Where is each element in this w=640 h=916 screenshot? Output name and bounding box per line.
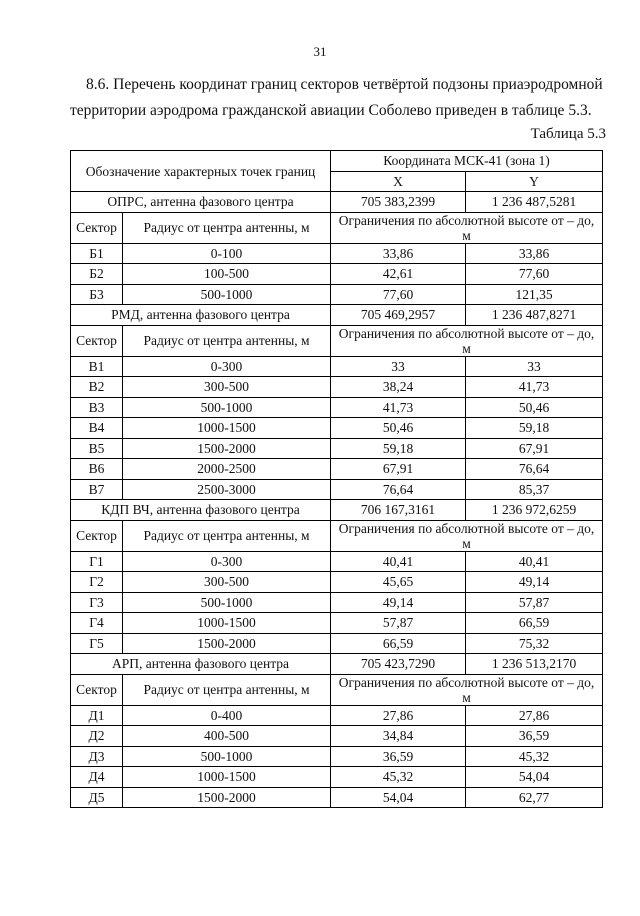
radius-cell: 500-1000 [123, 397, 331, 418]
antenna-name: ОПРС, антенна фазового центра [71, 192, 331, 213]
sector-cell: В3 [71, 397, 123, 418]
radius-cell: 500-1000 [123, 592, 331, 613]
height-from-cell: 42,61 [331, 264, 466, 285]
height-from-cell: 40,41 [331, 551, 466, 572]
height-from-cell: 33,86 [331, 243, 466, 264]
sector-cell: В7 [71, 479, 123, 500]
height-to-cell: 66,59 [466, 613, 603, 634]
table-row [71, 572, 603, 593]
height-to-cell: 75,32 [466, 633, 603, 654]
height-from-cell: 76,64 [331, 479, 466, 500]
radius-cell: 500-1000 [123, 284, 331, 305]
intro-paragraph [70, 72, 610, 124]
antenna-name: АРП, антенна фазового центра [71, 654, 331, 675]
table-row [71, 767, 603, 788]
antenna-y: 1 236 487,8271 [466, 305, 603, 326]
height-to-cell: 36,59 [466, 726, 603, 747]
sector-cell: В6 [71, 459, 123, 480]
antenna-x: 705 469,2957 [331, 305, 466, 326]
height-to-cell: 85,37 [466, 479, 603, 500]
limits-col-header: Ограничения по абсолютной высоте от – до, м [331, 674, 603, 705]
sector-cell: Г2 [71, 572, 123, 593]
height-to-cell: 77,60 [466, 264, 603, 285]
radius-cell: 0-300 [123, 551, 331, 572]
height-to-cell: 45,32 [466, 746, 603, 767]
sector-cell: В1 [71, 356, 123, 377]
radius-cell: 1500-2000 [123, 438, 331, 459]
sector-cell: Д3 [71, 746, 123, 767]
antenna-row [71, 192, 603, 213]
coordinates-table [70, 150, 603, 808]
table-row [71, 459, 603, 480]
height-to-cell: 49,14 [466, 572, 603, 593]
height-from-cell: 66,59 [331, 633, 466, 654]
antenna-row [71, 500, 603, 521]
antenna-y: 1 236 513,2170 [466, 654, 603, 675]
sector-cell: Д4 [71, 767, 123, 788]
table-row [71, 479, 603, 500]
table-row [71, 284, 603, 305]
height-to-cell: 59,18 [466, 418, 603, 439]
sector-col-header: Сектор [71, 212, 123, 243]
sector-cell: В5 [71, 438, 123, 459]
table-row [71, 356, 603, 377]
sector-cell: Д5 [71, 787, 123, 808]
table-caption: Таблица 5.3 [530, 126, 606, 142]
sector-cell: Д1 [71, 705, 123, 726]
radius-col-header: Радиус от центра антенны, м [123, 520, 331, 551]
antenna-y: 1 236 487,5281 [466, 192, 603, 213]
height-to-cell: 33 [466, 356, 603, 377]
height-to-cell: 41,73 [466, 377, 603, 398]
radius-cell: 1000-1500 [123, 613, 331, 634]
sector-cell: Г3 [71, 592, 123, 613]
height-to-cell: 50,46 [466, 397, 603, 418]
radius-cell: 300-500 [123, 377, 331, 398]
sector-header-row [71, 325, 603, 356]
limits-col-header: Ограничения по абсолютной высоте от – до, м [331, 325, 603, 356]
intro-line-2: территории аэродрома гражданской авиации Соболево приведен в таблице 5.3. [70, 102, 592, 119]
radius-col-header: Радиус от центра антенны, м [123, 212, 331, 243]
coord-system-header: Координата МСК-41 (зона 1) [331, 151, 603, 172]
table-row [71, 633, 603, 654]
height-from-cell: 33 [331, 356, 466, 377]
height-from-cell: 41,73 [331, 397, 466, 418]
height-to-cell: 121,35 [466, 284, 603, 305]
sector-cell: Г1 [71, 551, 123, 572]
height-from-cell: 54,04 [331, 787, 466, 808]
radius-cell: 1000-1500 [123, 767, 331, 788]
sector-cell: Б2 [71, 264, 123, 285]
height-from-cell: 45,65 [331, 572, 466, 593]
radius-col-header: Радиус от центра антенны, м [123, 674, 331, 705]
table-row [71, 418, 603, 439]
radius-cell: 400-500 [123, 726, 331, 747]
sector-cell: Д2 [71, 726, 123, 747]
height-to-cell: 40,41 [466, 551, 603, 572]
sector-cell: Б3 [71, 284, 123, 305]
sector-header-row [71, 520, 603, 551]
sector-cell: Г4 [71, 613, 123, 634]
sector-header-row [71, 674, 603, 705]
antenna-row [71, 654, 603, 675]
table-row [71, 438, 603, 459]
height-from-cell: 36,59 [331, 746, 466, 767]
table-row [71, 726, 603, 747]
table-row [71, 377, 603, 398]
antenna-row [71, 305, 603, 326]
sector-cell: Б1 [71, 243, 123, 264]
radius-cell: 1500-2000 [123, 787, 331, 808]
table-row [71, 613, 603, 634]
height-from-cell: 34,84 [331, 726, 466, 747]
radius-cell: 300-500 [123, 572, 331, 593]
page-number: 31 [313, 44, 327, 59]
antenna-y: 1 236 972,6259 [466, 500, 603, 521]
table-row [71, 592, 603, 613]
radius-cell: 0-300 [123, 356, 331, 377]
limits-col-header: Ограничения по абсолютной высоте от – до, м [331, 212, 603, 243]
sector-col-header: Сектор [71, 674, 123, 705]
radius-cell: 1500-2000 [123, 633, 331, 654]
table-row [71, 264, 603, 285]
antenna-x: 706 167,3161 [331, 500, 466, 521]
sector-cell: Г5 [71, 633, 123, 654]
height-from-cell: 38,24 [331, 377, 466, 398]
table-header-row [71, 151, 603, 172]
antenna-x: 705 423,7290 [331, 654, 466, 675]
table-row [71, 243, 603, 264]
radius-cell: 0-100 [123, 243, 331, 264]
radius-col-header: Радиус от центра антенны, м [123, 325, 331, 356]
radius-cell: 500-1000 [123, 746, 331, 767]
height-from-cell: 57,87 [331, 613, 466, 634]
table-row [71, 705, 603, 726]
height-from-cell: 50,46 [331, 418, 466, 439]
sector-cell: В2 [71, 377, 123, 398]
radius-cell: 0-400 [123, 705, 331, 726]
height-to-cell: 54,04 [466, 767, 603, 788]
height-from-cell: 77,60 [331, 284, 466, 305]
height-from-cell: 45,32 [331, 767, 466, 788]
sector-cell: В4 [71, 418, 123, 439]
antenna-x: 705 383,2399 [331, 192, 466, 213]
radius-cell: 1000-1500 [123, 418, 331, 439]
points-header: Обозначение характерных точек границ [71, 151, 331, 192]
radius-cell: 100-500 [123, 264, 331, 285]
radius-cell: 2000-2500 [123, 459, 331, 480]
height-to-cell: 76,64 [466, 459, 603, 480]
y-header: Y [466, 171, 603, 192]
height-from-cell: 67,91 [331, 459, 466, 480]
antenna-name: КДП ВЧ, антенна фазового центра [71, 500, 331, 521]
sector-col-header: Сектор [71, 325, 123, 356]
table-row [71, 397, 603, 418]
sector-header-row [71, 212, 603, 243]
radius-cell: 2500-3000 [123, 479, 331, 500]
limits-col-header: Ограничения по абсолютной высоте от – до, м [331, 520, 603, 551]
intro-line-1: 8.6. Перечень координат границ секторов четвёртой подзоны приаэродромной [86, 76, 603, 93]
height-from-cell: 59,18 [331, 438, 466, 459]
table-row [71, 551, 603, 572]
x-header: X [331, 171, 466, 192]
height-to-cell: 57,87 [466, 592, 603, 613]
height-to-cell: 67,91 [466, 438, 603, 459]
table-row [71, 746, 603, 767]
height-to-cell: 62,77 [466, 787, 603, 808]
height-to-cell: 27,86 [466, 705, 603, 726]
sector-col-header: Сектор [71, 520, 123, 551]
height-from-cell: 27,86 [331, 705, 466, 726]
table-row [71, 787, 603, 808]
height-from-cell: 49,14 [331, 592, 466, 613]
height-to-cell: 33,86 [466, 243, 603, 264]
antenna-name: РМД, антенна фазового центра [71, 305, 331, 326]
